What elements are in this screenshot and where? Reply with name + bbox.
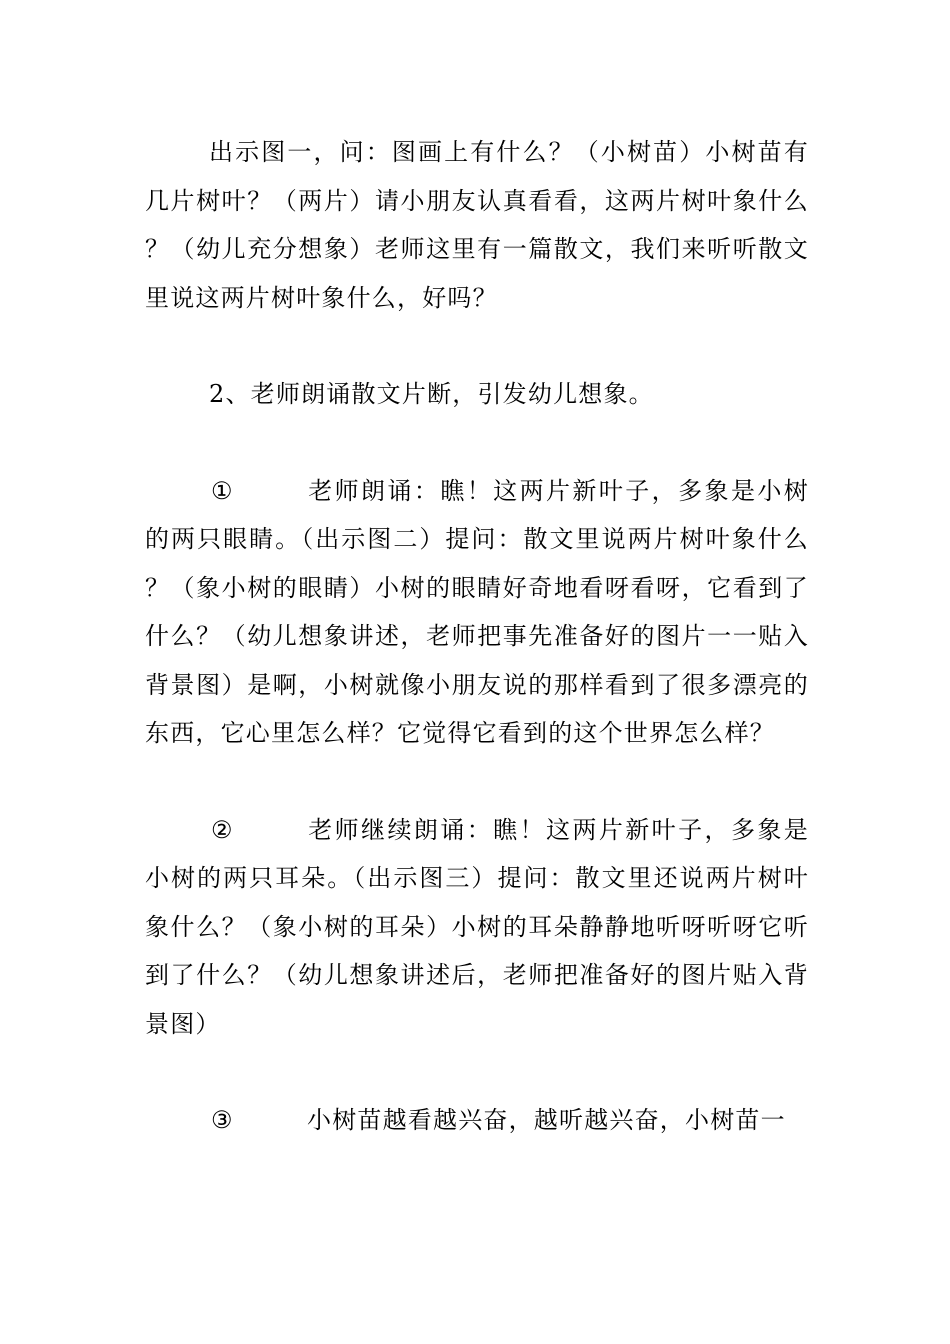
item-2-text: 老师继续朗诵：瞧！这两片新叶子，多象是小树的两只耳朵。（出示图三）提问：散文里还说两片树叶象什么？（象小树的耳朵）小树的耳朵静静地听呀听呀它听到了什么？（幼儿想象讲述后，老师把准备好的图片贴入背景图） [145, 815, 809, 1038]
item-3-text: 小树苗越看越兴奋，越听越兴奋，小树苗一 [307, 1106, 786, 1134]
item-1-text: 老师朗诵：瞧！这两片新叶子，多象是小树的两只眼睛。（出示图二）提问：散文里说两片树叶象什么？（象小树的眼睛）小树的眼睛好奇地看呀看呀，它看到了什么？（幼儿想象讲述，老师把事先准备好的图片一一贴入背景图）是啊，小树就像小朋友说的那样看到了很多漂亮的东西，它心里怎么样？它觉得它看到的这个世界怎么样？ [145, 476, 809, 747]
step-2-paragraph [145, 370, 809, 419]
intro-paragraph [145, 128, 809, 322]
document-page [145, 128, 809, 1145]
item-2-paragraph [145, 806, 809, 1049]
intro-text: 出示图一，问：图画上有什么？（小树苗）小树苗有几片树叶？（两片）请小朋友认真看看，这两片树叶象什么？（幼儿充分想象）老师这里有一篇散文，我们来听听散文里说这两片树叶象什么，好吗？ [145, 138, 809, 312]
item-3-marker: ③ [211, 1106, 234, 1134]
item-1-paragraph [145, 467, 809, 758]
item-1-marker: ① [211, 476, 234, 505]
item-2-marker: ② [211, 815, 234, 844]
step-2-text: 2、老师朗诵散文片断，引发幼儿想象。 [209, 380, 654, 408]
item-3-paragraph [145, 1096, 809, 1145]
